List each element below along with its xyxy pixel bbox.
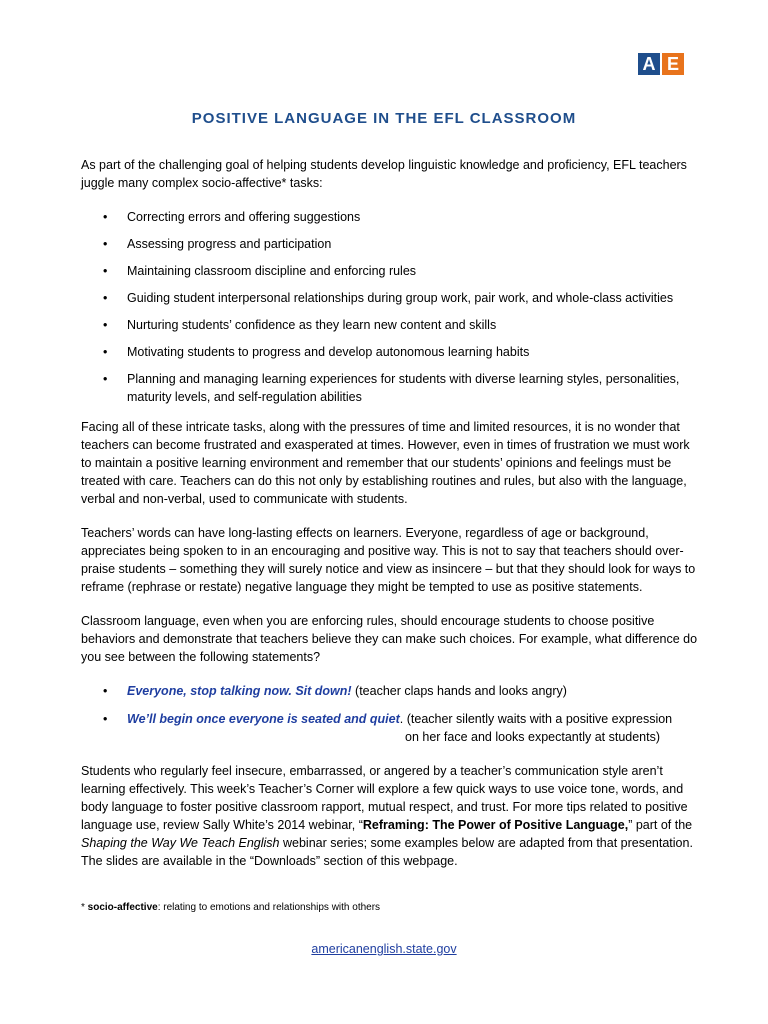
ae-logo [638, 53, 684, 75]
paragraph-communication-style [81, 762, 701, 870]
task-item: • Nurturing students’ confidence as they learn new content and skills [81, 316, 701, 334]
webinar-title: Reframing: The Power of Positive Language, [362, 818, 629, 832]
footer-website-link[interactable]: americanenglish.state.gov [311, 942, 457, 956]
example-note: (teacher claps hands and looks angry) [351, 684, 567, 698]
example-note: . (teacher silently waits with a positive expression [399, 712, 673, 726]
paragraph-text: webinar series; some examples below are adapted from that presentation. The slides are available in the “Downloads” section of this webpage. [81, 836, 693, 868]
page-title: POSITIVE LANGUAGE IN THE EFL CLASSROOM [191, 110, 577, 127]
footnote-term: socio-affective [87, 902, 158, 913]
example-statement [81, 710, 701, 746]
task-list [81, 208, 701, 406]
task-item: • Guiding student interpersonal relationships during group work, pair work, and whole-class activities [81, 289, 701, 307]
task-item: • Correcting errors and offering suggestions [81, 208, 701, 226]
intro-paragraph: As part of the challenging goal of helping students develop linguistic knowledge and proficiency, EFL teachers juggle many complex socio-affective* tasks: [81, 158, 687, 190]
logo-letter-e: E [662, 53, 684, 75]
example-statement [81, 682, 701, 700]
paragraph-text: ” part of the [628, 818, 693, 832]
example-quote: We’ll begin once everyone is seated and quiet [127, 712, 400, 726]
footnote-definition: : relating to emotions and relationships with others [157, 902, 381, 913]
task-item: • Motivating students to progress and develop autonomous learning habits [81, 343, 701, 361]
paragraph-challenges: Facing all of these intricate tasks, along with the pressures of time and limited resources, it is no wonder that teachers can become frustrated and exasperated at times. However, even in times of frustration we must work to maintain a positive learning environment and remember that our students’ opinions and feelings must be treated with care. Teachers can do this not only by establishing routines and rules, but also with the language, verbal and non-verbal, used to communicate with students. [81, 420, 690, 506]
paragraph-classroom-language: Classroom language, even when you are enforcing rules, should encourage students to choose positive behaviors and demonstrate that teachers believe they can make such choices. For example, what difference do you see between the following statements? [81, 614, 698, 664]
footnote [81, 902, 380, 913]
footnote-marker: * [81, 902, 88, 913]
task-item: • Assessing progress and participation [81, 235, 701, 253]
task-item: • Maintaining classroom discipline and enforcing rules [81, 262, 701, 280]
example-statements [81, 682, 701, 746]
example-quote: Everyone, stop talking now. Sit down! [127, 684, 352, 698]
logo-letter-a: A [638, 53, 660, 75]
article-body [81, 156, 701, 886]
paragraph-words-effect: Teachers’ words can have long-lasting effects on learners. Everyone, regardless of age or background, appreciates being spoken to in an encouraging and positive way. This is not to say that teachers should over-praise students – something they will surely notice and view as insincere – but that they should look for ways to reframe (rephrase or restate) negative language they might be tempted to use as positive statements. [81, 526, 696, 594]
paragraph-text: Students who regularly feel insecure, embarrassed, or angered by a teacher’s communication style aren’t learning effectively. This week’s Teacher’s Corner will explore a few quick ways to use voice tone, words, and body language to foster positive classroom rapport, mutual respect, and trust. For more tips related to positive language use, review Sally White’s 2014 webinar, “ [81, 764, 688, 832]
example-note-continued: on her face and looks expectantly at students) [405, 730, 661, 744]
webinar-series-name: Shaping the Way We Teach English [81, 836, 280, 850]
task-item: • Planning and managing learning experiences for students with diverse learning styles, personalities, maturity levels, and self-regulation abilities [81, 370, 701, 406]
